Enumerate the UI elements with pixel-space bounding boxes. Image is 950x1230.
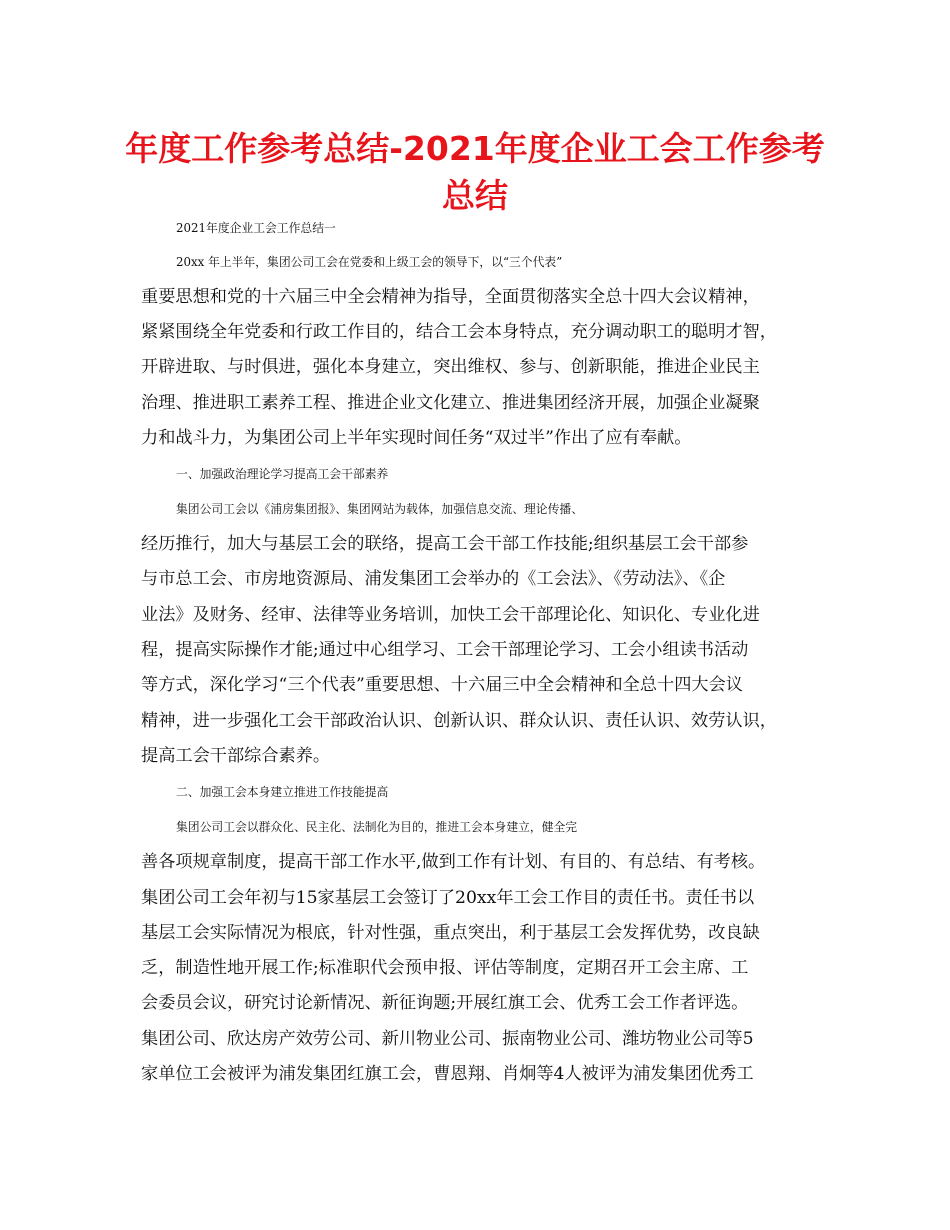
paragraph-line: 与市总工会、市房地资源局、浦发集团工会举办的《工会法》、《劳动法》、《企 bbox=[141, 569, 726, 589]
paragraph-line: 治理、推进职工素养工程、推进企业文化建立、推进集团经济开展，加强企业凝聚 bbox=[141, 393, 760, 413]
section-heading-1: 一、加强政治理论学习提高工会干部素养 bbox=[176, 467, 389, 481]
paragraph-line: 集团公司工会以群众化、民主化、法制化为目的，推进工会本身建立，健全完 bbox=[176, 820, 578, 834]
paragraph-line: 经历推行，加大与基层工会的联络，提高工会干部工作技能;组织基层工会干部参 bbox=[141, 534, 749, 554]
document-title-line-1: 年度工作参考总结-2021年度企业工会工作参考 bbox=[125, 129, 825, 168]
paragraph-line: 重要思想和党的十六届三中全会精神为指导，全面贯彻落实全总十四大会议精神， bbox=[141, 287, 760, 307]
paragraph-line: 程，提高实际操作才能;通过中心组学习、工会干部理论学习、工会小组读书活动 bbox=[141, 640, 749, 660]
paragraph-line: 家单位工会被评为浦发集团红旗工会，曹恩翔、肖炯等4人被评为浦发集团优秀工 bbox=[141, 1064, 754, 1084]
paragraph-line: 开辟进取、与时俱进，强化本身建立，突出维权、参与、创新职能，推进企业民主 bbox=[141, 357, 760, 377]
paragraph-line: 会委员会议，研究讨论新情况、新征询题;开展红旗工会、优秀工会工作者评选。 bbox=[141, 993, 749, 1013]
paragraph-line: 力和战斗力，为集团公司上半年实现时间任务“双过半”作出了应有奉献。 bbox=[141, 428, 692, 448]
paragraph-line: 等方式，深化学习“三个代表”重要思想、十六届三中全会精神和全总十四大会议 bbox=[141, 675, 743, 695]
document-title-line-2: 总结 bbox=[442, 176, 508, 215]
paragraph-line: 提高工会干部综合素养。 bbox=[141, 746, 331, 766]
paragraph-line: 乏，制造性地开展工作;标准职代会预申报、评估等制度，定期召开工会主席、工 bbox=[141, 958, 749, 978]
paragraph-line: 善各项规章制度，提高干部工作水平,做到工作有计划、有目的、有总结、有考核。 bbox=[141, 852, 766, 872]
section-heading-2: 二、加强工会本身建立推进工作技能提高 bbox=[176, 785, 389, 799]
paragraph-line: 精神，进一步强化工会干部政治认识、创新认识、群众认识、责任认识、效劳认识， bbox=[141, 711, 777, 731]
paragraph-line: 20xx 年上半年，集团公司工会在党委和上级工会的领导下，以“三个代表” bbox=[176, 255, 563, 269]
paragraph-line: 紧紧围绕全年党委和行政工作目的，结合工会本身特点，充分调动职工的聪明才智， bbox=[141, 322, 777, 342]
paragraph-line: 集团公司工会年初与15家基层工会签订了20xx年工会工作目的责任书。责任书以 bbox=[141, 888, 755, 908]
paragraph-line: 集团公司、欣达房产效劳公司、新川物业公司、振南物业公司、潍坊物业公司等5 bbox=[141, 1029, 754, 1049]
paragraph-line: 业法》及财务、经审、法律等业务培训，加快工会干部理论化、知识化、专业化进 bbox=[141, 605, 760, 625]
paragraph-line: 集团公司工会以《浦房集团报》、集团网站为载体，加强信息交流、理论传播、 bbox=[176, 502, 583, 516]
paragraph-line: 基层工会实际情况为根底，针对性强，重点突出，利于基层工会发挥优势，改良缺 bbox=[141, 923, 760, 943]
section-subtitle: 2021年度企业工会工作总结一 bbox=[176, 221, 336, 235]
